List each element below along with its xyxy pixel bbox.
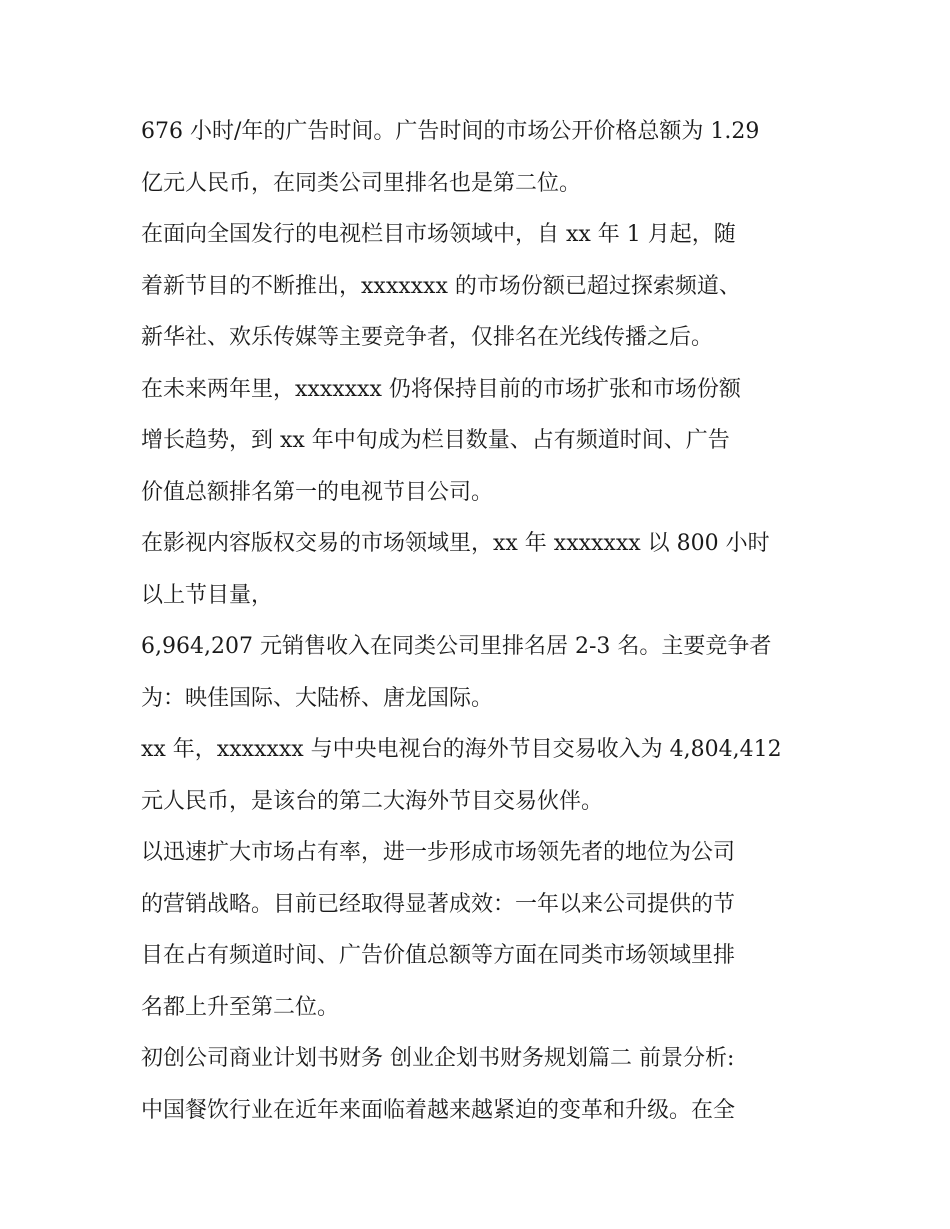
text-line-6: 在未来两年里，xxxxxxx 仍将保持目前的市场扩张和市场份额 [141,376,741,402]
text-line-3: 在面向全国发行的电视栏目市场领域中，自 xx 年 1 月起，随 [141,222,736,247]
text-line-14: 元人民币，是该台的第二大海外节目交易伙伴。 [141,788,604,814]
text-line-20: 中国餐饮行业在近年来面临着越来越紧迫的变革和升级。在全 [141,1097,736,1123]
document-body [141,106,813,1136]
text-line-8: 价值总额排名第一的电视节目公司。 [141,479,494,505]
text-line-1: 676 小时/年的广告时间。广告时间的市场公开价格总额为 1.29 [141,119,760,144]
text-line-4: 着新节目的不断推出，xxxxxxx 的市场份额已超过探索频道、 [141,273,741,299]
text-line-18: 名都上升至第二位。 [141,994,340,1020]
text-line-13: xx 年，xxxxxxx 与中央电视台的海外节目交易收入为 4,804,412 [141,737,782,762]
text-line-19: 初创公司商业计划书财务 创业企划书财务规划篇二 前景分析: [141,1046,735,1071]
text-line-9: 在影视内容版权交易的市场领域里，xx 年 xxxxxxx 以 800 小时 [141,531,770,556]
text-line-7: 增长趋势，到 xx 年中旬成为栏目数量、占有频道时间、广告 [141,428,730,453]
text-line-15: 以迅速扩大市场占有率，进一步形成市场领先者的地位为公司 [141,840,736,865]
text-line-11: 6,964,207 元销售收入在同类公司里排名居 2-3 名。主要竞争者 [141,634,772,659]
text-line-10: 以上节目量， [141,582,274,608]
text-line-16: 的营销战略。目前已经取得显著成效：一年以来公司提供的节 [141,891,736,917]
text-line-5: 新华社、欢乐传媒等主要竞争者，仅排名在光线传播之后。 [141,325,714,350]
text-line-12: 为：映佳国际、大陆桥、唐龙国际。 [141,685,494,711]
text-line-2: 亿元人民币，在同类公司里排名也是第二位。 [141,170,582,196]
text-line-17: 目在占有频道时间、广告价值总额等方面在同类市场领域里排 [141,943,736,968]
